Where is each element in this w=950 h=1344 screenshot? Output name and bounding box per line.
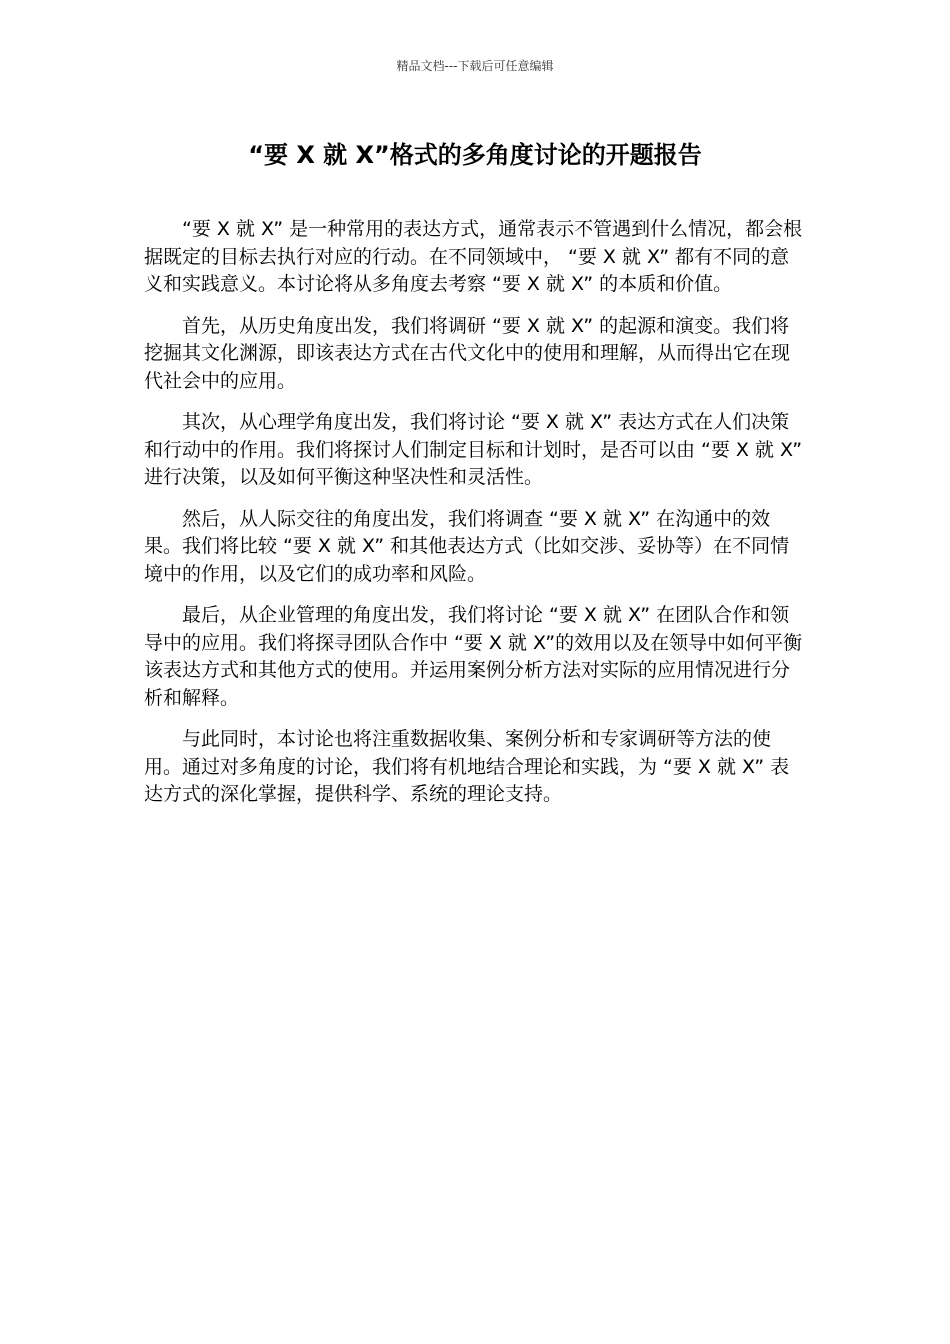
paragraph-management: 最后，从企业管理的角度出发，我们将讨论 “要 X 就 X” 在团队合作和领导中的应用。我们将探寻团队合作中 “要 X 就 X”的效用以及在领导中如何平衡该表达方式和其他方式的使用。并运用案例分析方法对实际的应用情况进行分析和解释。: [144, 604, 803, 709]
paragraph-psychology: 其次，从心理学角度出发，我们将讨论 “要 X 就 X” 表达方式在人们决策和行动中的作用。我们将探讨人们制定目标和计划时，是否可以由 “要 X 就 X” 进行决策，以及如何平衡这种坚决性和灵活性。: [144, 411, 803, 488]
paragraph-methods: 与此同时，本讨论也将注重数据收集、案例分析和专家调研等方法的使用。通过对多角度的讨论，我们将有机地结合理论和实践，为 “要 X 就 X” 表达方式的深化掌握，提供科学、系统的理论支持。: [144, 728, 790, 805]
paragraph-interpersonal: 然后，从人际交往的角度出发，我们将调查 “要 X 就 X” 在沟通中的效果。我们将比较 “要 X 就 X” 和其他表达方式（比如交涉、妥协等）在不同情境中的作用，以及它们的成功率和风险。: [144, 507, 790, 585]
paragraph-history: 首先，从历史角度出发，我们将调研 “要 X 就 X” 的起源和演变。我们将挖掘其文化渊源，即该表达方式在古代文化中的使用和理解，从而得出它在现代社会中的应用。: [144, 314, 791, 392]
document-body: [144, 216, 806, 823]
paragraph-intro: “要 X 就 X” 是一种常用的表达方式，通常表示不管遇到什么情况，都会根据既定的目标去执行对应的行动。在不同领域中， “要 X 就 X” 都有不同的意义和实践意义。本讨论将从多角度去考察 “要 X 就 X” 的本质和价值。: [144, 218, 803, 295]
header-note: 精品文档---下载后可任意编辑: [396, 59, 554, 73]
document-title: “要 X 就 X”格式的多角度讨论的开题报告: [248, 141, 702, 169]
